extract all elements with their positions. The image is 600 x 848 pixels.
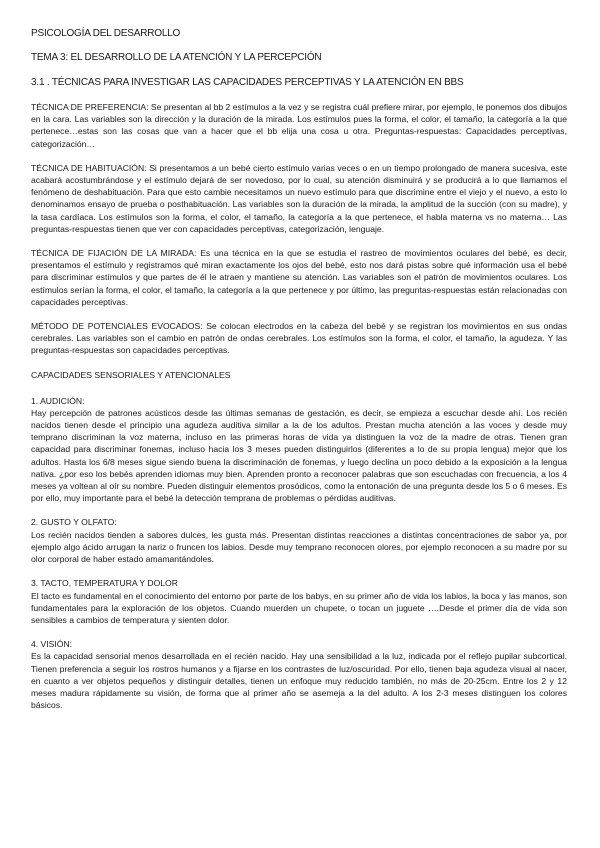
capacity-text: Es la capacidad sensorial menos desarrollada en el recién nacido. Hay una sensibilidad a la luz, indicada por el reflejo pupilar subcortical. Tienen preferencia a seguir los rostros humanos y a fijarse en los contrastes de luz/oscuridad. Por ello, tienen baja agudeza visual al nacer, en cuanto a ver objetos pequeños y distinguir detalles, tienen un enfoque muy reducido también, no más de 20-25cm. Entre los 2 y 12 meses madura rápidamente su visión, de forma que al primer año se asemeja a la del adulto. A los 2-3 meses distinguen los colores básicos. (31, 651, 567, 711)
subject-title: PSICOLOGÍA DEL DESARROLLO (31, 28, 181, 39)
topic-title: TEMA 3: EL DESARROLLO DE LA ATENCIÓN Y LA PERCEPCIÓN (31, 52, 322, 63)
capacity-touch (31, 577, 567, 626)
evoked-potentials-paragraph: MÉTODO DE POTENCIALES EVOCADOS: Se colocan electrodos en la cabeza del bebé y se registran los movimientos en sus ondas cerebrales. Las variables son el cambio en patrón de ondas cerebrales. Los estímulos son la forma, el color, el tamaño, la agudeza. Y las preguntas-respuestas son capacidades perceptivas. (31, 321, 567, 356)
document-page (31, 28, 567, 723)
technique-gaze-fixation-paragraph: TÉCNICA DE FIJACIÓN DE LA MIRADA: Es una técnica en la que se estudia el rastreo de movimientos oculares del bebé, es decir, presentamos el estímulo y registramos qué miran exactamente los ojos del bebé, esto nos dará pistas sobre qué información usa el bebé para discriminar estímulos y que partes de él le atraen y mantiene su atención. Las variables son el patrón de movimientos oculares. Los estímulos serían la forma, el color, el tamaño, la categoría a la que pertenece y por último, las preguntas-respuestas están relacionadas con capacidades perceptivas. (31, 248, 567, 307)
capacity-vision (31, 638, 567, 711)
capacity-text: Hay percepción de patrones acústicos desde las últimas semanas de gestación, es decir, se empieza a escuchar desde ahí. Los recién nacidos tienen desde el principio una agudeza auditiva similar a la de los adultos. Prestan mucha atención a las voces y desde muy temprano discriminan la voz materna, incluso en las primeras horas de vida ya distinguen la voz de la madre de otras. Tienen gran capacidad para discriminar fonemas, incluso hacia los 3 meses pueden distinguirlos (diferentes a lo de su propia lengua) mejor que los adultos. Hasta los 6/8 meses sigue siendo buena la discriminación de fonemas, y luego declina un poco debido a la exposición a la lengua nativa. ¿por eso los bebés aprenden idiomas muy bien. Aprenden pronto a reconocer palabras que son escuchadas con frecuencia, a los 4 meses ya voltean al oír su nombre. Pueden distinguir elementos prosódicos, como la entonación de una pregunta desde los 5 o 6 meses. Es por ello, muy importante para el bebé la detección temprana de problemas o pérdidas auditivas. (31, 407, 567, 504)
technique-habituation-paragraph: TÉCNICA DE HABITUACIÓN: Si presentamos a un bebé cierto estímulo varias veces o en un tiempo prolongado de manera sucesiva, este acabará acostumbrándose y el estímulo dejará de ser novedoso, por lo cual, su atención disminuirá y se producirá a lo que llamamos el fenómeno de deshabituación. Para que esto cambie necesitamos un nuevo estímulo para que discrimine entre el viejo y el nuevo, a esto lo denominamos ensayo de prueba o posthabituación. Las variables son la duración de la mirada, la amplitud de la succión (con su madre), y la tasa cardíaca. Los estímulos son la forma, el color, el tamaño, la categoría a la que pertenece, el habla materna vs no materna… Las preguntas-respuestas tienen que ver con capacidades perceptivas, categorización, lenguaje. (31, 162, 567, 234)
capacity-hearing (31, 395, 567, 505)
capacity-taste-smell (31, 516, 567, 565)
capacity-title: 2. GUSTO Y OLFATO: (31, 517, 117, 528)
capacity-text: El tacto es fundamental en el conocimiento del entorno por parte de los babys, en su primer año de vida los labios, la boca y las manos, son fundamentales para la exploración de los objetos. Cuando muerden un chupete, o tocan un juguete ….Desde el primer día de vida son sensibles a cambios de temperatura y sienten dolor. (31, 590, 567, 625)
section-heading: 3.1 . TÉCNICAS PARA INVESTIGAR LAS CAPACIDADES PERCEPTIVAS Y LA ATENCIÓN EN BBS (31, 77, 464, 88)
capacity-text: Los recién nacidos tienden a sabores dulces, les gusta más. Presentan distintas reacciones a distintas concentraciones de sabor ya, por ejemplo algo ácido arrugan la nariz o fruncen los labios. Desde muy temprano reconocen olores, por ejemplo reconocen a su madre por su olor corporal de haber estado amamantándoles. (31, 529, 567, 565)
sensory-section-title: CAPACIDADES SENSORIALES Y ATENCIONALES (31, 369, 231, 380)
capacity-title: 1. AUDICIÓN: (31, 395, 85, 406)
capacity-title: 4. VISIÓN: (31, 639, 73, 650)
capacity-title: 3. TACTO, TEMPERATURA Y DOLOR (31, 578, 178, 589)
technique-preference-paragraph: TÉCNICA DE PREFERENCIA: Se presentan al bb 2 estímulos a la vez y se registra cuál prefiere mirar, por ejemplo, le ponemos dos dibujos en la cara. Las variables son la dirección y la duración de la mirada. Los estímulos pues la forma, el color, el tamaño, la categoría a la que pertenece…estas son las cosas que van a hacer que el bb elija una cosa u otra. Preguntas-respuestas: Capacidades perceptivas, categorización… (31, 102, 567, 149)
